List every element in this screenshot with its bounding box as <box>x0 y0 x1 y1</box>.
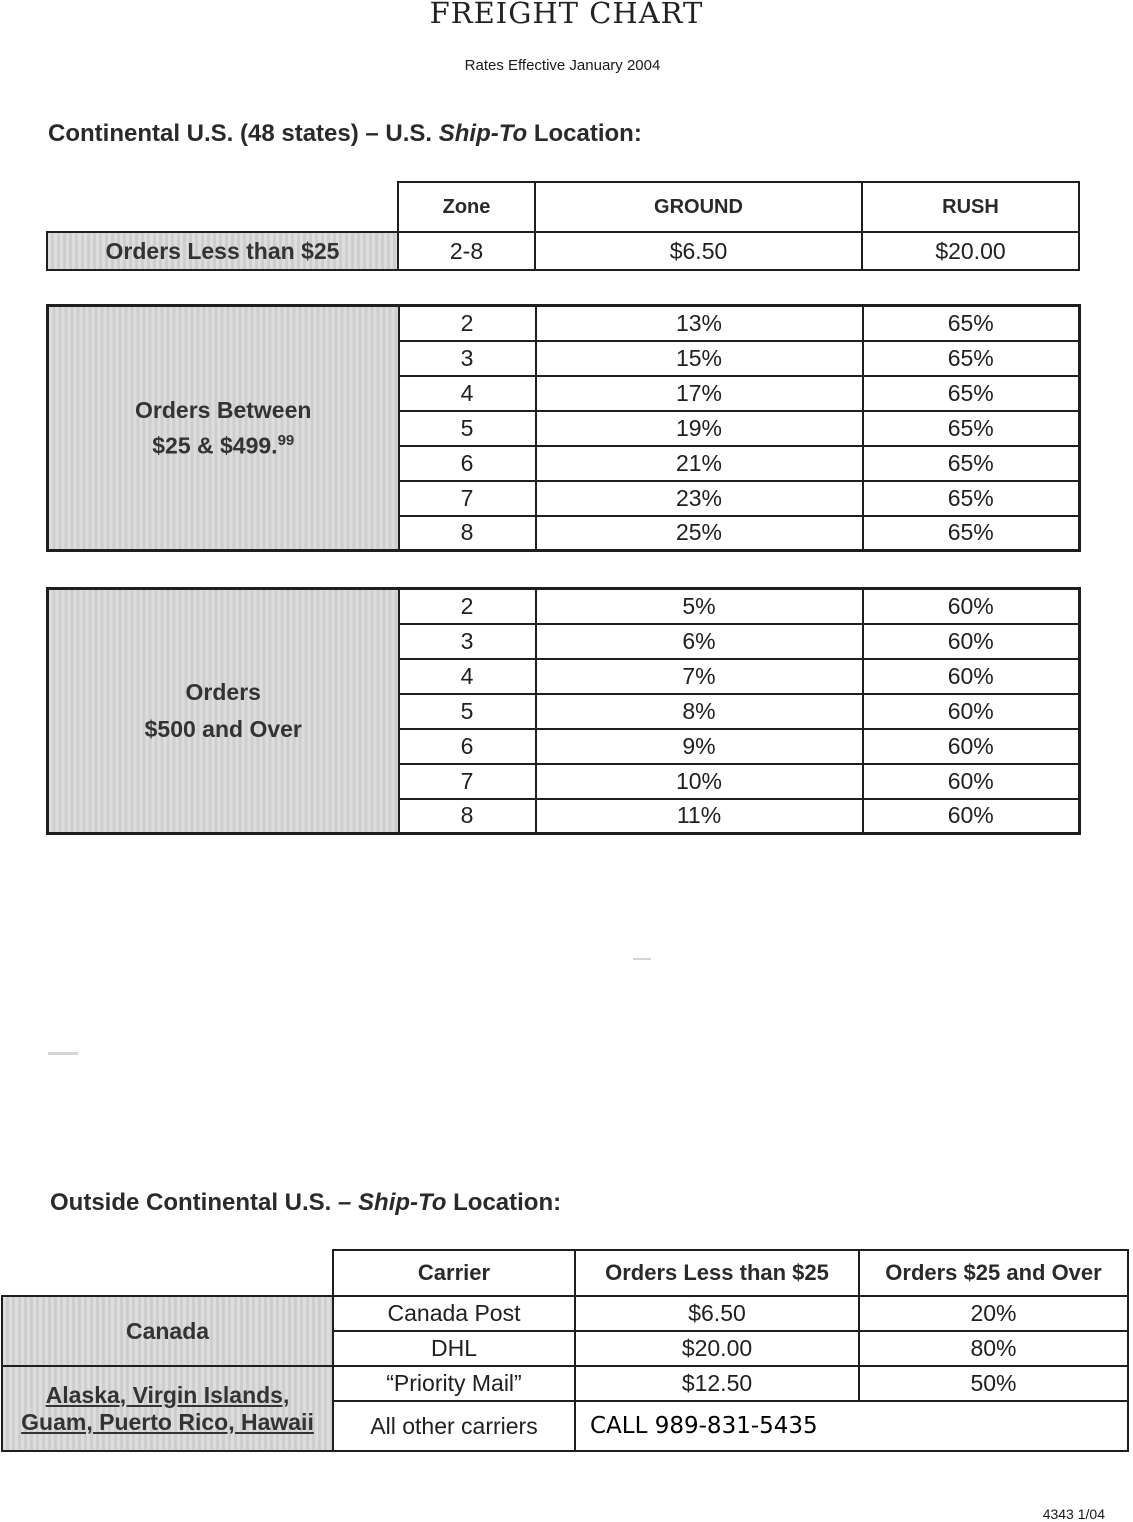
ground-cell: 23% <box>536 481 863 516</box>
zone-cell: 2 <box>399 589 536 624</box>
col-header-orders-25-over: Orders $25 and Over <box>859 1250 1128 1296</box>
table-row <box>2 1366 1128 1401</box>
call-phone-number: CALL 989-831-5435 <box>575 1401 1128 1451</box>
outside-continental-table <box>1 1249 1129 1452</box>
ground-cell: 13% <box>536 306 863 341</box>
over25-cell: 50% <box>859 1366 1128 1401</box>
alaska-label-line2: Guam, Puerto Rico, Hawaii <box>21 1408 314 1435</box>
rush-cell: 65% <box>863 376 1080 411</box>
outside-section-heading: Outside Continental U.S. – Ship-To Location: <box>50 1189 562 1216</box>
zone-cell: 3 <box>399 341 536 376</box>
header-spacer <box>2 1250 333 1296</box>
ground-cell: 6% <box>536 624 863 659</box>
row-label-alaska-territories <box>2 1366 333 1451</box>
zone-cell: 3 <box>399 624 536 659</box>
zone-cell: 2-8 <box>398 232 535 270</box>
under25-cell: $20.00 <box>575 1331 859 1366</box>
col-header-carrier: Carrier <box>333 1250 575 1296</box>
alaska-label-line1: Alaska, Virgin Islands, <box>45 1381 290 1408</box>
rush-cell: 65% <box>863 411 1080 446</box>
zone-cell: 6 <box>399 446 536 481</box>
form-number-footer: 4343 1/04 <box>1042 1506 1105 1522</box>
carrier-cell: DHL <box>333 1331 575 1366</box>
over25-cell: 80% <box>859 1331 1128 1366</box>
zone-cell: 5 <box>399 411 536 446</box>
rush-cell: 60% <box>863 694 1080 729</box>
rush-cell: 65% <box>863 516 1080 551</box>
ground-cell: 7% <box>536 659 863 694</box>
zone-cell: 8 <box>399 799 536 834</box>
rush-cell: 60% <box>863 589 1080 624</box>
carrier-cell: All other carriers <box>333 1401 575 1451</box>
rates-effective-subtitle: Rates Effective January 2004 <box>464 57 661 74</box>
continental-between-table <box>46 304 1081 552</box>
rush-cell: 65% <box>863 306 1080 341</box>
rush-cell: 60% <box>863 799 1080 834</box>
row-label-canada: Canada <box>2 1296 333 1366</box>
ground-cell: 17% <box>536 376 863 411</box>
ground-cell: 10% <box>536 764 863 799</box>
scan-artifact <box>48 1052 78 1055</box>
between-label-line2: $25 & $499.99 <box>152 431 295 459</box>
table-row <box>48 306 1080 341</box>
ground-cell: 21% <box>536 446 863 481</box>
rush-cell: 60% <box>863 764 1080 799</box>
rush-cell: 60% <box>863 624 1080 659</box>
zone-cell: 4 <box>399 659 536 694</box>
row-label-under25: Orders Less than $25 <box>47 232 398 270</box>
zone-cell: 7 <box>399 764 536 799</box>
col-header-orders-under25: Orders Less than $25 <box>575 1250 859 1296</box>
rush-cell: 60% <box>863 729 1080 764</box>
carrier-cell: “Priority Mail” <box>333 1366 575 1401</box>
over25-cell: 20% <box>859 1296 1128 1331</box>
zone-cell: 2 <box>399 306 536 341</box>
ground-cell: 25% <box>536 516 863 551</box>
ground-cell: 9% <box>536 729 863 764</box>
page-title: FREIGHT CHART <box>429 0 704 30</box>
between-label-line1: Orders Between <box>135 396 312 423</box>
ground-cell: 8% <box>536 694 863 729</box>
table-row <box>47 232 1079 270</box>
col-header-ground: GROUND <box>535 182 862 232</box>
col-header-zone: Zone <box>398 182 535 232</box>
continental-section-heading: Continental U.S. (48 states) – U.S. Ship-To Location: <box>48 120 642 147</box>
rush-cell: $20.00 <box>862 232 1079 270</box>
col-header-rush: RUSH <box>862 182 1079 232</box>
row-label-over500 <box>48 589 399 834</box>
rush-cell: 65% <box>863 341 1080 376</box>
under25-cell: $12.50 <box>575 1366 859 1401</box>
over500-label-line1: Orders <box>185 679 261 705</box>
continental-under25-table <box>46 181 1080 271</box>
zone-cell: 8 <box>399 516 536 551</box>
ground-cell: 5% <box>536 589 863 624</box>
scan-artifact <box>633 958 651 960</box>
header-spacer <box>47 182 398 232</box>
rush-cell: 60% <box>863 659 1080 694</box>
zone-cell: 5 <box>399 694 536 729</box>
ground-cell: $6.50 <box>535 232 862 270</box>
row-label-between <box>48 306 399 551</box>
zone-cell: 4 <box>399 376 536 411</box>
zone-cell: 7 <box>399 481 536 516</box>
under25-cell: $6.50 <box>575 1296 859 1331</box>
ground-cell: 15% <box>536 341 863 376</box>
ground-cell: 11% <box>536 799 863 834</box>
table-row <box>48 589 1080 624</box>
rush-cell: 65% <box>863 481 1080 516</box>
rush-cell: 65% <box>863 446 1080 481</box>
over500-label-line2: $500 and Over <box>144 716 302 742</box>
ground-cell: 19% <box>536 411 863 446</box>
table-row <box>2 1296 1128 1331</box>
carrier-cell: Canada Post <box>333 1296 575 1331</box>
zone-cell: 6 <box>399 729 536 764</box>
continental-over500-table <box>46 587 1081 835</box>
